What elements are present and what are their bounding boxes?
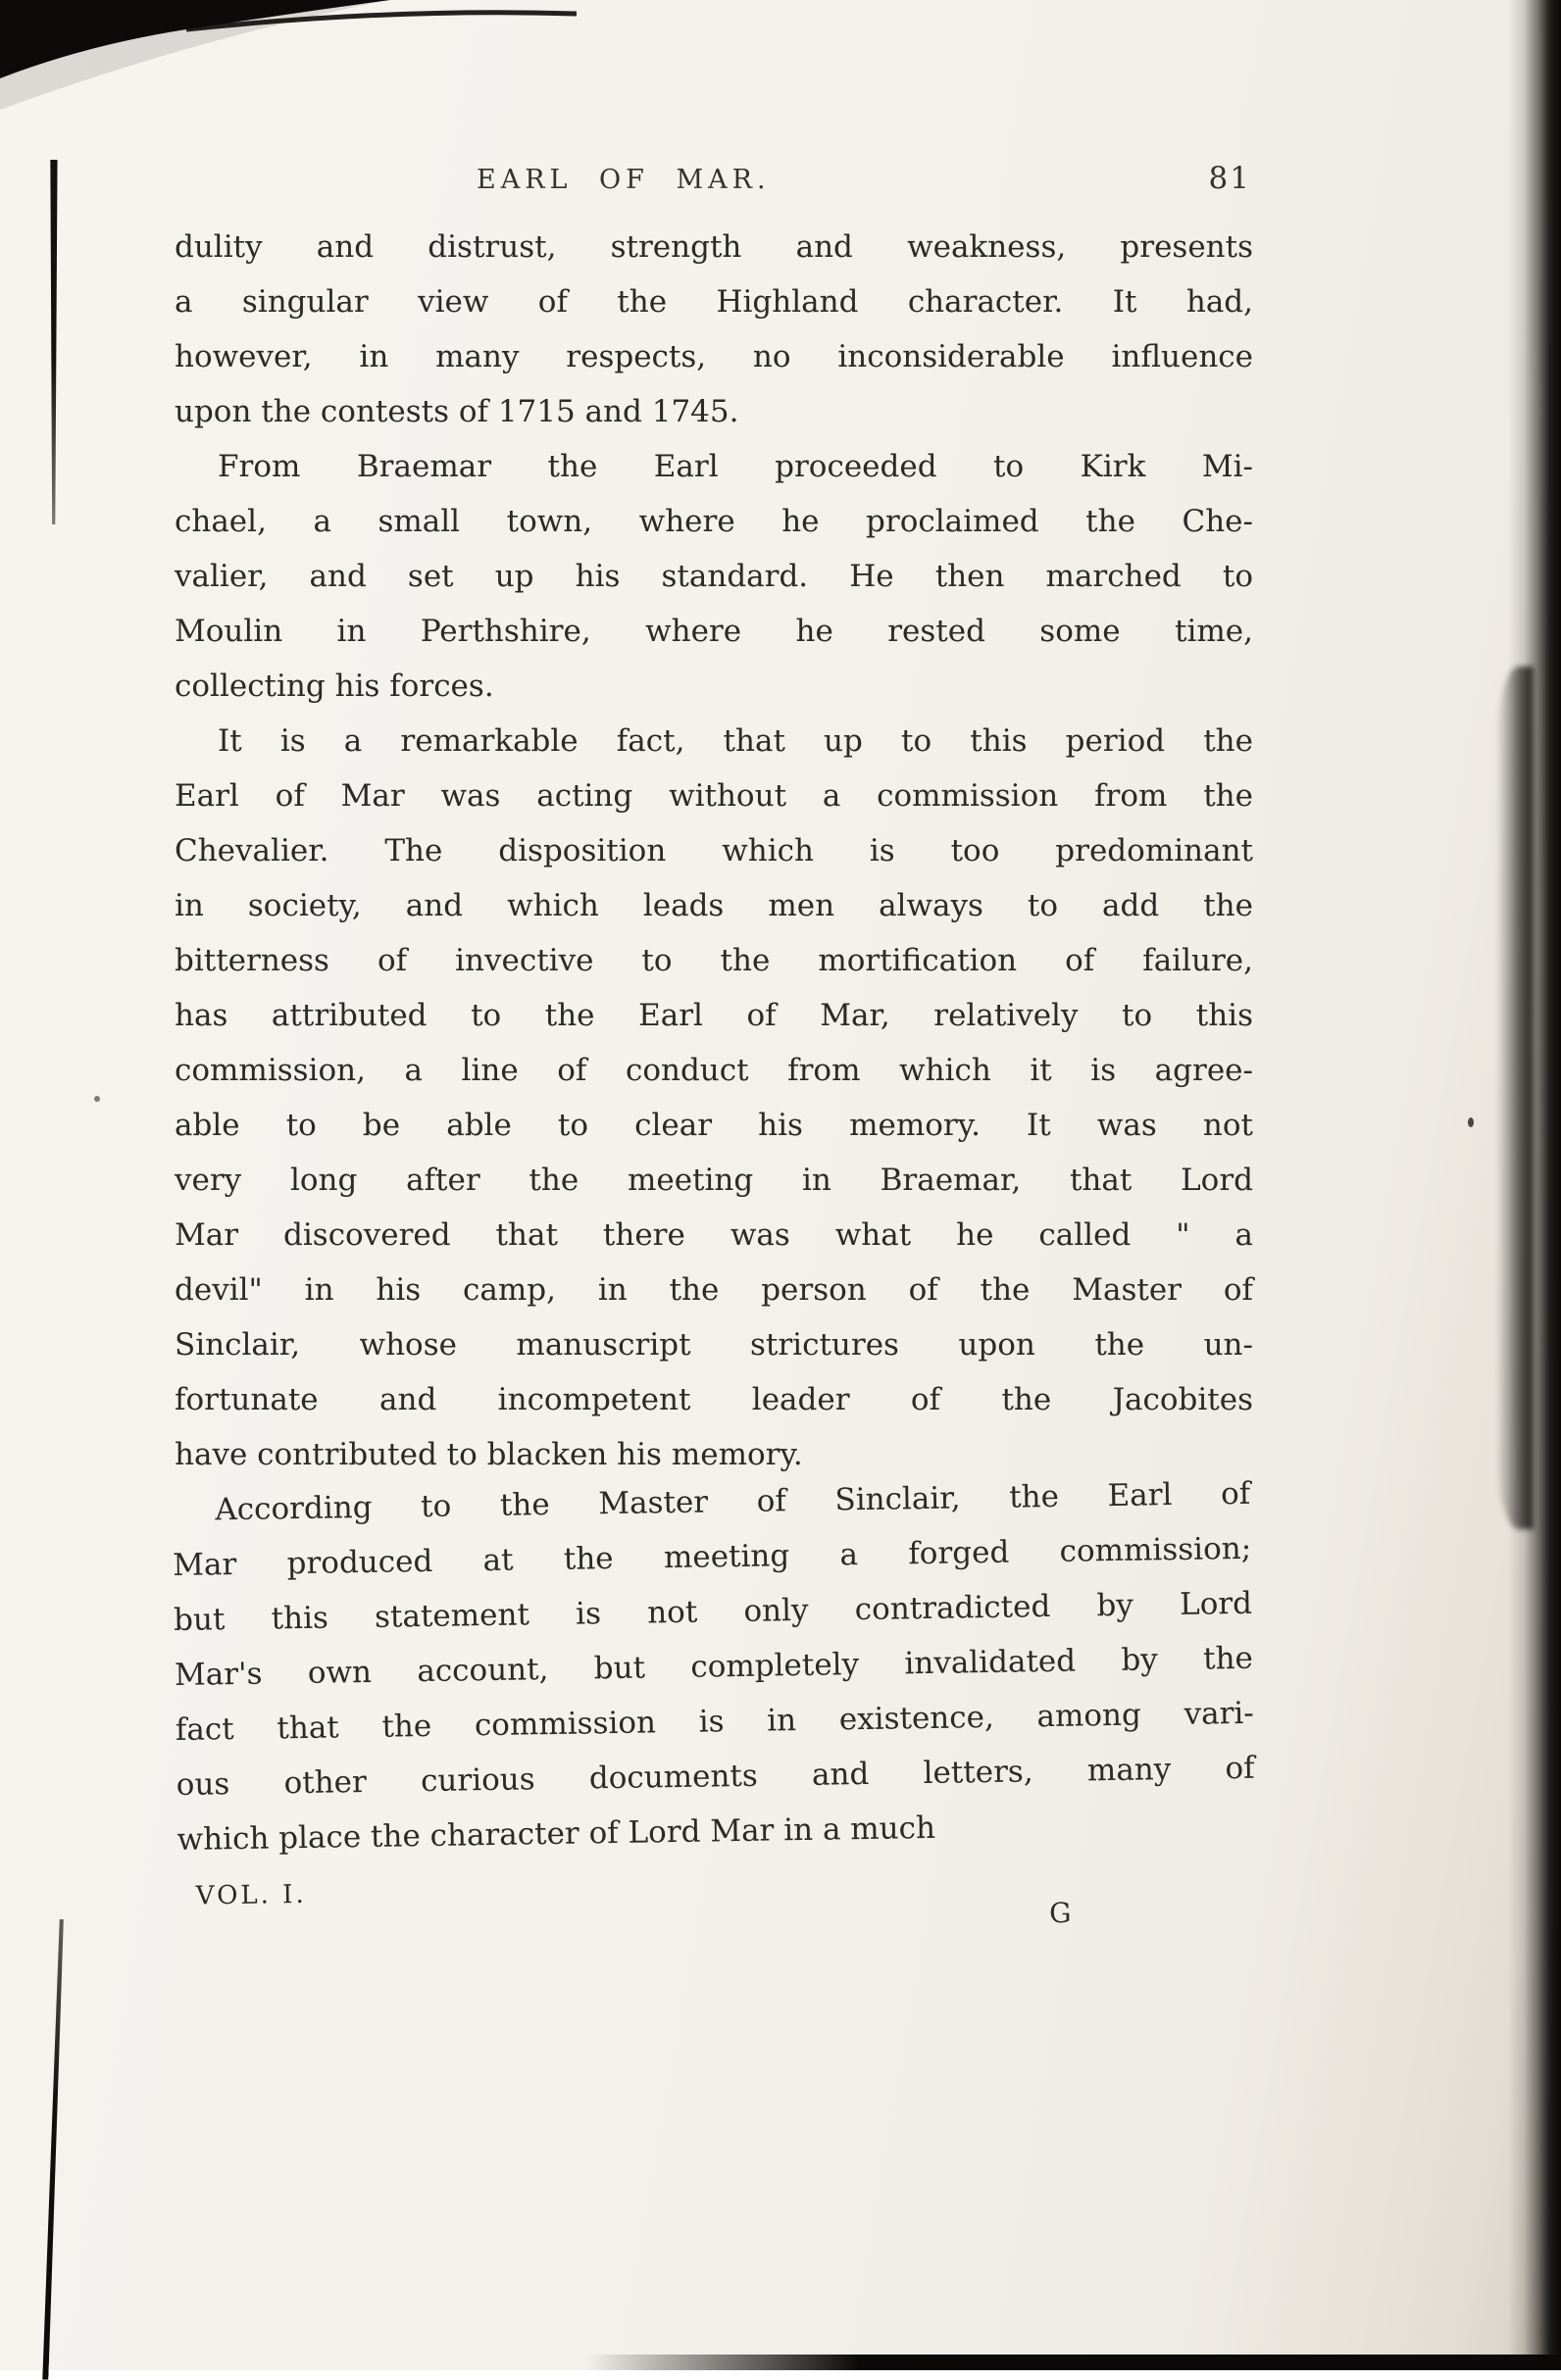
text-line: From Braemar the Earl proceeded to Kirk Mi-: [218, 449, 1253, 484]
text-line: Moulin in Perthshire, where he rested some time,: [175, 614, 1253, 649]
text-line: collecting his forces.: [175, 669, 494, 704]
text-line: Chevalier. The disposition which is too predominant: [175, 833, 1253, 868]
text-line: which place the character of Lord Mar in a much: [176, 1810, 936, 1859]
scan-artifact-bottom-edge-band: [586, 2355, 1561, 2370]
text-line: Mar's own account, but completely invalidated by the: [174, 1640, 1254, 1694]
text-line: It is a remarkable fact, that up to this period the: [218, 723, 1253, 759]
running-title: EARL OF MAR.: [477, 165, 771, 195]
scan-artifact-top-left-corner: [0, 0, 628, 118]
text-line: however, in many respects, no inconsiderable influence: [175, 339, 1253, 374]
scan-artifact-left-line-bottom: [37, 1919, 68, 2380]
paragraph-list: [172, 220, 1255, 1866]
text-line: able to be able to clear his memory. It was not: [175, 1108, 1253, 1143]
text-line: devil" in his camp, in the person of the Master of: [175, 1272, 1253, 1308]
page-footer: [174, 1854, 1253, 1957]
text-line: but this statement is not only contradicted by Lord: [173, 1585, 1253, 1639]
volume-label: VOL. I.: [195, 1879, 307, 1911]
scan-artifact-left-line-top: [49, 160, 58, 524]
text-line: Earl of Mar was acting without a commission from the: [175, 778, 1253, 814]
text-line: ous other curious documents and letters, many of: [176, 1750, 1255, 1804]
text-line: bitterness of invective to the mortification of failure,: [175, 943, 1253, 978]
page-header: [175, 161, 1253, 208]
text-line: According to the Master of Sinclair, the Earl of: [215, 1475, 1251, 1528]
text-line: very long after the meeting in Braemar, that Lord: [175, 1163, 1253, 1198]
text-line: commission, a line of conduct from which it is agree-: [175, 1053, 1253, 1088]
text-line: have contributed to blacken his memory.: [175, 1437, 803, 1472]
scan-artifact-right-edge-band: [1508, 0, 1561, 2370]
text-line: upon the contests of 1715 and 1745.: [175, 394, 739, 429]
text-line: fortunate and incompetent leader of the Jacobites: [175, 1382, 1253, 1417]
text-line: Mar discovered that there was what he called " a: [175, 1217, 1253, 1253]
text-line: in society, and which leads men always to add the: [175, 888, 1253, 923]
text-line: has attributed to the Earl of Mar, relatively to this: [175, 998, 1253, 1033]
page-number: 81: [1208, 161, 1251, 196]
text-line: dulity and distrust, strength and weakness, presents: [175, 229, 1253, 265]
text-line: Mar produced at the meeting a forged commission;: [172, 1530, 1252, 1584]
text-block: [172, 220, 1255, 1957]
text-line: Sinclair, whose manuscript strictures upon the un-: [175, 1327, 1253, 1363]
text-line: a singular view of the Highland character. It had,: [175, 284, 1253, 320]
text-line: valier, and set up his standard. He then marched to: [175, 559, 1253, 594]
text-line: chael, a small town, where he proclaimed the Che-: [175, 504, 1253, 539]
signature-mark: G: [1048, 1897, 1072, 1930]
paragraph: [175, 439, 1253, 714]
paragraph: [175, 714, 1253, 1482]
text-line: fact that the commission is in existence, among vari-: [175, 1695, 1255, 1749]
scan-speck: [94, 1096, 100, 1102]
paragraph: [175, 220, 1253, 439]
scan-speck: [1468, 1117, 1474, 1127]
paragraph: [172, 1466, 1256, 1867]
